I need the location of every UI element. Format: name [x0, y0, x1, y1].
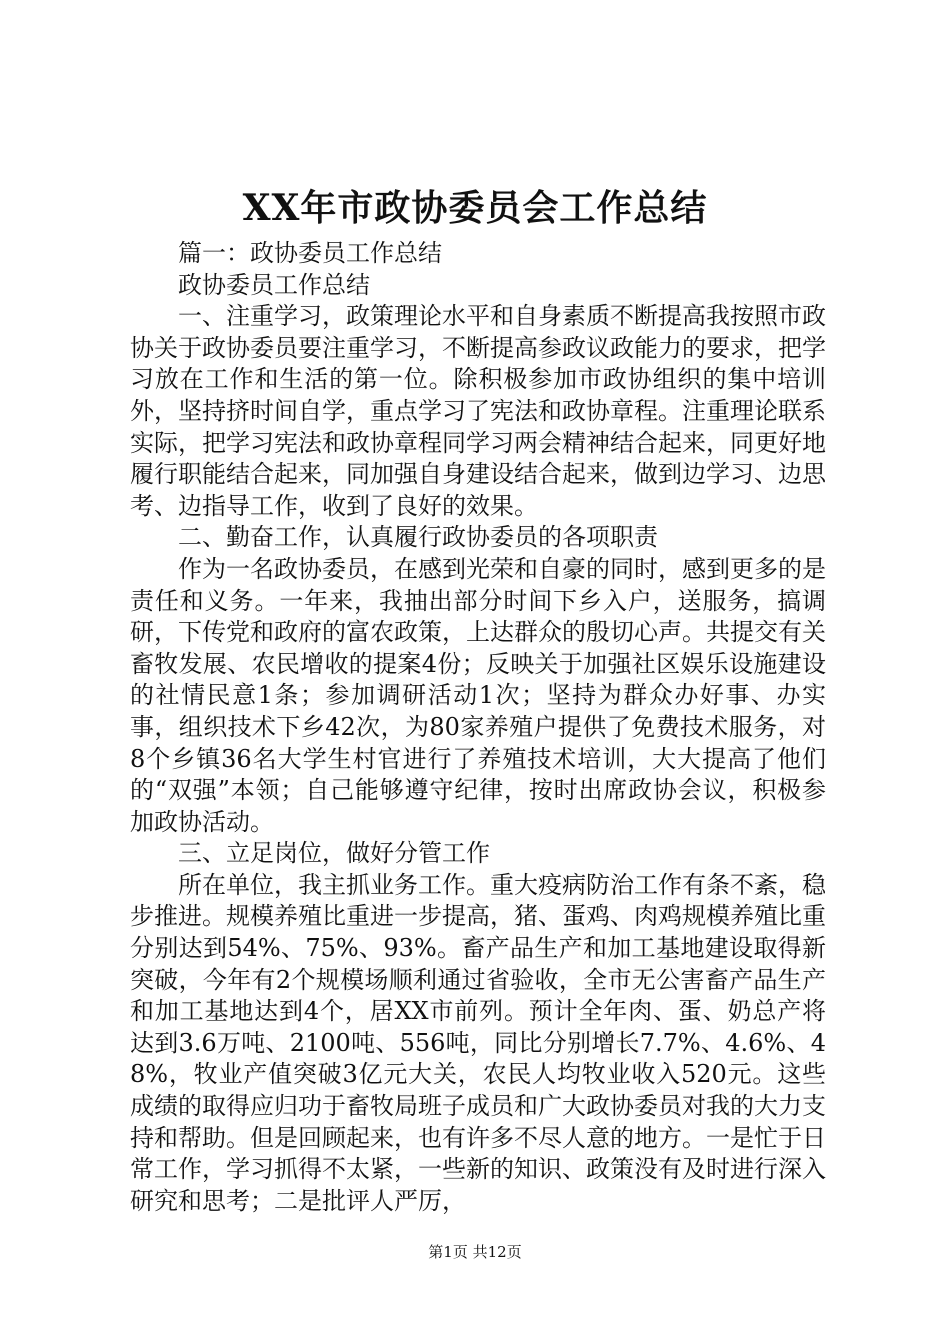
- paragraph-section-1: 一、注重学习，政策理论水平和自身素质不断提高我按照市政协关于政协委员要注重学习，不断提高参政议政能力的要求，把学习放在工作和生活的第一位。除积极参加市政协组织的集中培训外，坚持挤时间自学，重点学习了宪法和政协章程。注重理论联系实际，把学习宪法和政协章程同学习两会精神结合起来，同更好地履行职能结合起来，同加强自身建设结合起来，做到边学习、边思考、边指导工作，收到了良好的效果。: [130, 302, 826, 520]
- document-body: [130, 238, 826, 1217]
- paragraph-section-2-heading: 二、勤奋工作，认真履行政协委员的各项职责: [178, 523, 658, 552]
- document-title: XX年市政协委员会工作总结: [242, 187, 708, 229]
- paragraph-subtitle: 政协委员工作总结: [178, 270, 370, 299]
- paragraph-chapter-heading: 篇一：政协委员工作总结: [178, 239, 442, 267]
- paragraph-section-3-heading: 三、立足岗位，做好分管工作: [178, 839, 490, 868]
- paragraph-section-2-body: 作为一名政协委员，在感到光荣和自豪的同时，感到更多的是责任和义务。一年来，我抽出部分时间下乡入户，送服务，搞调研，下传党和政府的富农政策，上达群众的殷切心声。共提交有关畜牧发展、农民增收的提案4份；反映关于加强社区娱乐设施建设的社情民意1条；参加调研活动1次；坚持为群众办好事、办实事，组织技术下乡42次，为80家养殖户提供了免费技术服务，对8个乡镇36名大学生村官进行了养殖技术培训，大大提高了他们的“双强”本领；自己能够遵守纪律，按时出席政协会议，积极参加政协活动。: [130, 554, 826, 836]
- paragraph-section-3-body: 所在单位，我主抓业务工作。重大疫病防治工作有条不紊，稳步推进。规模养殖比重进一步提高，猪、蛋鸡、肉鸡规模养殖比重分别达到54%、75%、93%。畜产品生产和加工基地建设取得新突破，今年有2个规模场顺利通过省验收，全市无公害畜产品生产和加工基地达到4个，居XX市前列。预计全年肉、蛋、奶总产将达到3.6万吨、2100吨、556吨，同比分别增长7.7%、4.6%、48%，牧业产值突破3亿元大关，农民人均牧业收入520元。这些成绩的取得应归功于畜牧局班子成员和广大政协委员对我的大力支持和帮助。但是回顾起来，也有许多不尽人意的地方。一是忙于日常工作，学习抓得不太紧，一些新的知识、政策没有及时进行深入研究和思考；二是批评人严厉，: [130, 870, 826, 1215]
- page-number-footer: 第1页 共12页: [428, 1243, 522, 1261]
